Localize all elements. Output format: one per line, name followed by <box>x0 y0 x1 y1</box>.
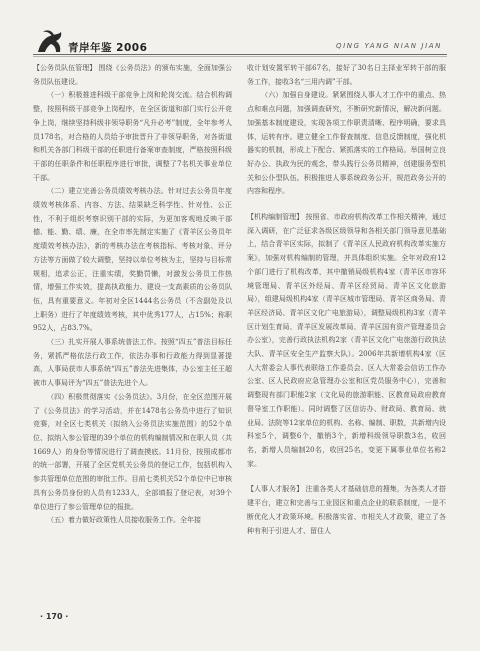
goat-logo-icon <box>34 26 68 56</box>
paragraph: （一）积极推进科级干部竞争上岗和轮岗交流。结合机构调整，按照科级干部竞争上岗程序，在全区街道和部门实行公开竞争上岗，继续坚持科级非领导职务“凡升必考”制度，全年参考人员178名，对合格的人员给予审批晋升了非领导职务，对各街道和机关各部门科级干部的任职进行备案审查制度，严格按照科级干部的任职条件和任职程序进行审批，调整了7名机关事业单位干部。 <box>33 91 232 182</box>
right-column <box>247 62 446 538</box>
book-title: 青岸年鉴 2006 <box>68 42 148 54</box>
paragraph: 收计划安置军转干部67名，接好了30名日主择业军转干部的服务工作，接收3名“三用内调”干部。 <box>247 64 446 86</box>
paragraph: （四）积极贯彻落实《公务员法》。3月份，在全区范围开展了《公务员法》的学习活动，并在1478名公务员中进行了知识竞赛，对全区七类机关（拟纳入公务员法实施范围）的52个单位、拟纳入参公管理的39个单位的机构编制情况和在职人员（共1669人）的身份等情况进行了调查摸底。11月份，按照成都市的统一部署，开展了全区党机关公务员的登记工作，包括机构入参共管理单位范围的审批工作。目前七类机关52个单位中已审核具有公务员身份的人员有1233人，全部填报了登记表，对39个单位进行了参公管理单位的报批。 <box>33 392 232 511</box>
section-civil-servant-management: 【公务员队伍管理】 围绕《公务员法》的颁布实施，全面加强公务员队伍建设。 <box>33 64 232 86</box>
left-column <box>33 62 232 528</box>
page-number: · 170 · <box>40 612 69 621</box>
section-talent-services: 【人事人才服务】 注重各类人才基础信息的搜集，为各类人才搭建平台，建立和完善与工业园区和重点企业的联系制度，一是不断优化人才政策环境。积极落实省、市相关人才政策，建立了各种有利于引进人才、留住人 <box>247 485 446 535</box>
header-rule <box>33 54 447 55</box>
page-header <box>0 0 480 58</box>
section-organization-staffing: 【机构编制管理】 按照省、市政府机构改革工作相关精神，通过深入调研，在广泛征求各级区级领导和各相关部门领导意见基础上，结合青羊区实际，拟制了《青羊区人民政府机构改革实施方案》，加强对机构编制的管理，并具体组织实施。全年对政府12个部门进行了机构改革，其中撤销局级机构4家（青羊区市容环境管理局、青羊区外经局、青羊区经贸局、青羊区文化旅游局），组建局级机构4家（青羊区城市管理局、青羊区商务局、青羊区经济局、青羊区文化广电旅游局），调整局级机构3家（青羊区计划生育局、青羊区发展改革局、青羊区国有资产管理委员会办公室），完善行政执法机构2家（青羊区文化广电旅游行政执法大队、青羊区安全生产监察大队）。2006年共新增机构4家（区人大常委会人事代表联络工作委员会、区人大常委会信访工作办公室、区人民政府应急管理办公室和区党员服务中心），完善和调整现有部门职能2家（文化局的旅游职能、区教育局政府教育督导室工作职能）。同时调整了区信访办、财政局、教育局、就业局、法院等12家单位的机构、名称、编制、职数，共新增内设科室5个，调整6个，撤销3个，新增科级领导职数3名，收回名，新增人员编制20名，收回25名，变更下属事业单位名称2家。 <box>247 213 446 468</box>
book-title-roman: QING YANG NIAN JIAN <box>336 42 442 50</box>
paragraph: （五）着力做好政策性人员接收服务工作。全年接 <box>47 516 201 525</box>
paragraph: （三）扎实开展人事系统普法工作。按照“四五”普法目标任务，紧抓严格依法行政工作，依法办事和行政能力得到显著提高，人事局获市人事系统“四五”普法先进集体，办公室主任王超被市人事局评为“四五”普法先进个人。 <box>33 338 232 388</box>
header-rule-thin <box>33 56 447 57</box>
paragraph: （六）加强自身建设。紧紧围绕人事人才工作中的重点、热点和难点问题，加强调查研究，不断研究新情况，解决新问题。加强基本制度建设，实现各项工作职责清晰、程序明确，要求具体，运转有序。建立健全工作督查制度、信息反馈制度，强化机器实的机制，形成上下配合、紧抓落实的工作格局。举国树立良好办公、执政为民的观念，带头践行公务员精神，创建服务型机关和公仆型队伍。积极推进人事系统政务公开，规范政务公开的内容和程序。 <box>247 91 446 196</box>
paragraph: （二）建立完善公务员绩效考核办法。针对过去公务员年度绩效考核体系、内容、方法、结果缺乏科学性、针对性、公正性，不利于组织考察识别干部的实际，为更加客观地反映干部德、能、勤、绩、廉，在全市率先制定实施了《青羊区公务员年度绩效考核办法》，新的考核办法在考核指标、考核对象、评分方法等方面做了较大调整，坚持以单位考核为主，坚持与目标常规相，追求公正，注重实绩，奖勤罚懒，对激发公务员工作热情，增强工作实效，提高执政能力、建设一支高素质的公务员队伍，具有重要意义。年初对全区1444名公务员（不含副处及以上职务）进行了年度绩效考核，其中优秀177人，占15%；称职952人，占83.7%。 <box>33 187 232 333</box>
